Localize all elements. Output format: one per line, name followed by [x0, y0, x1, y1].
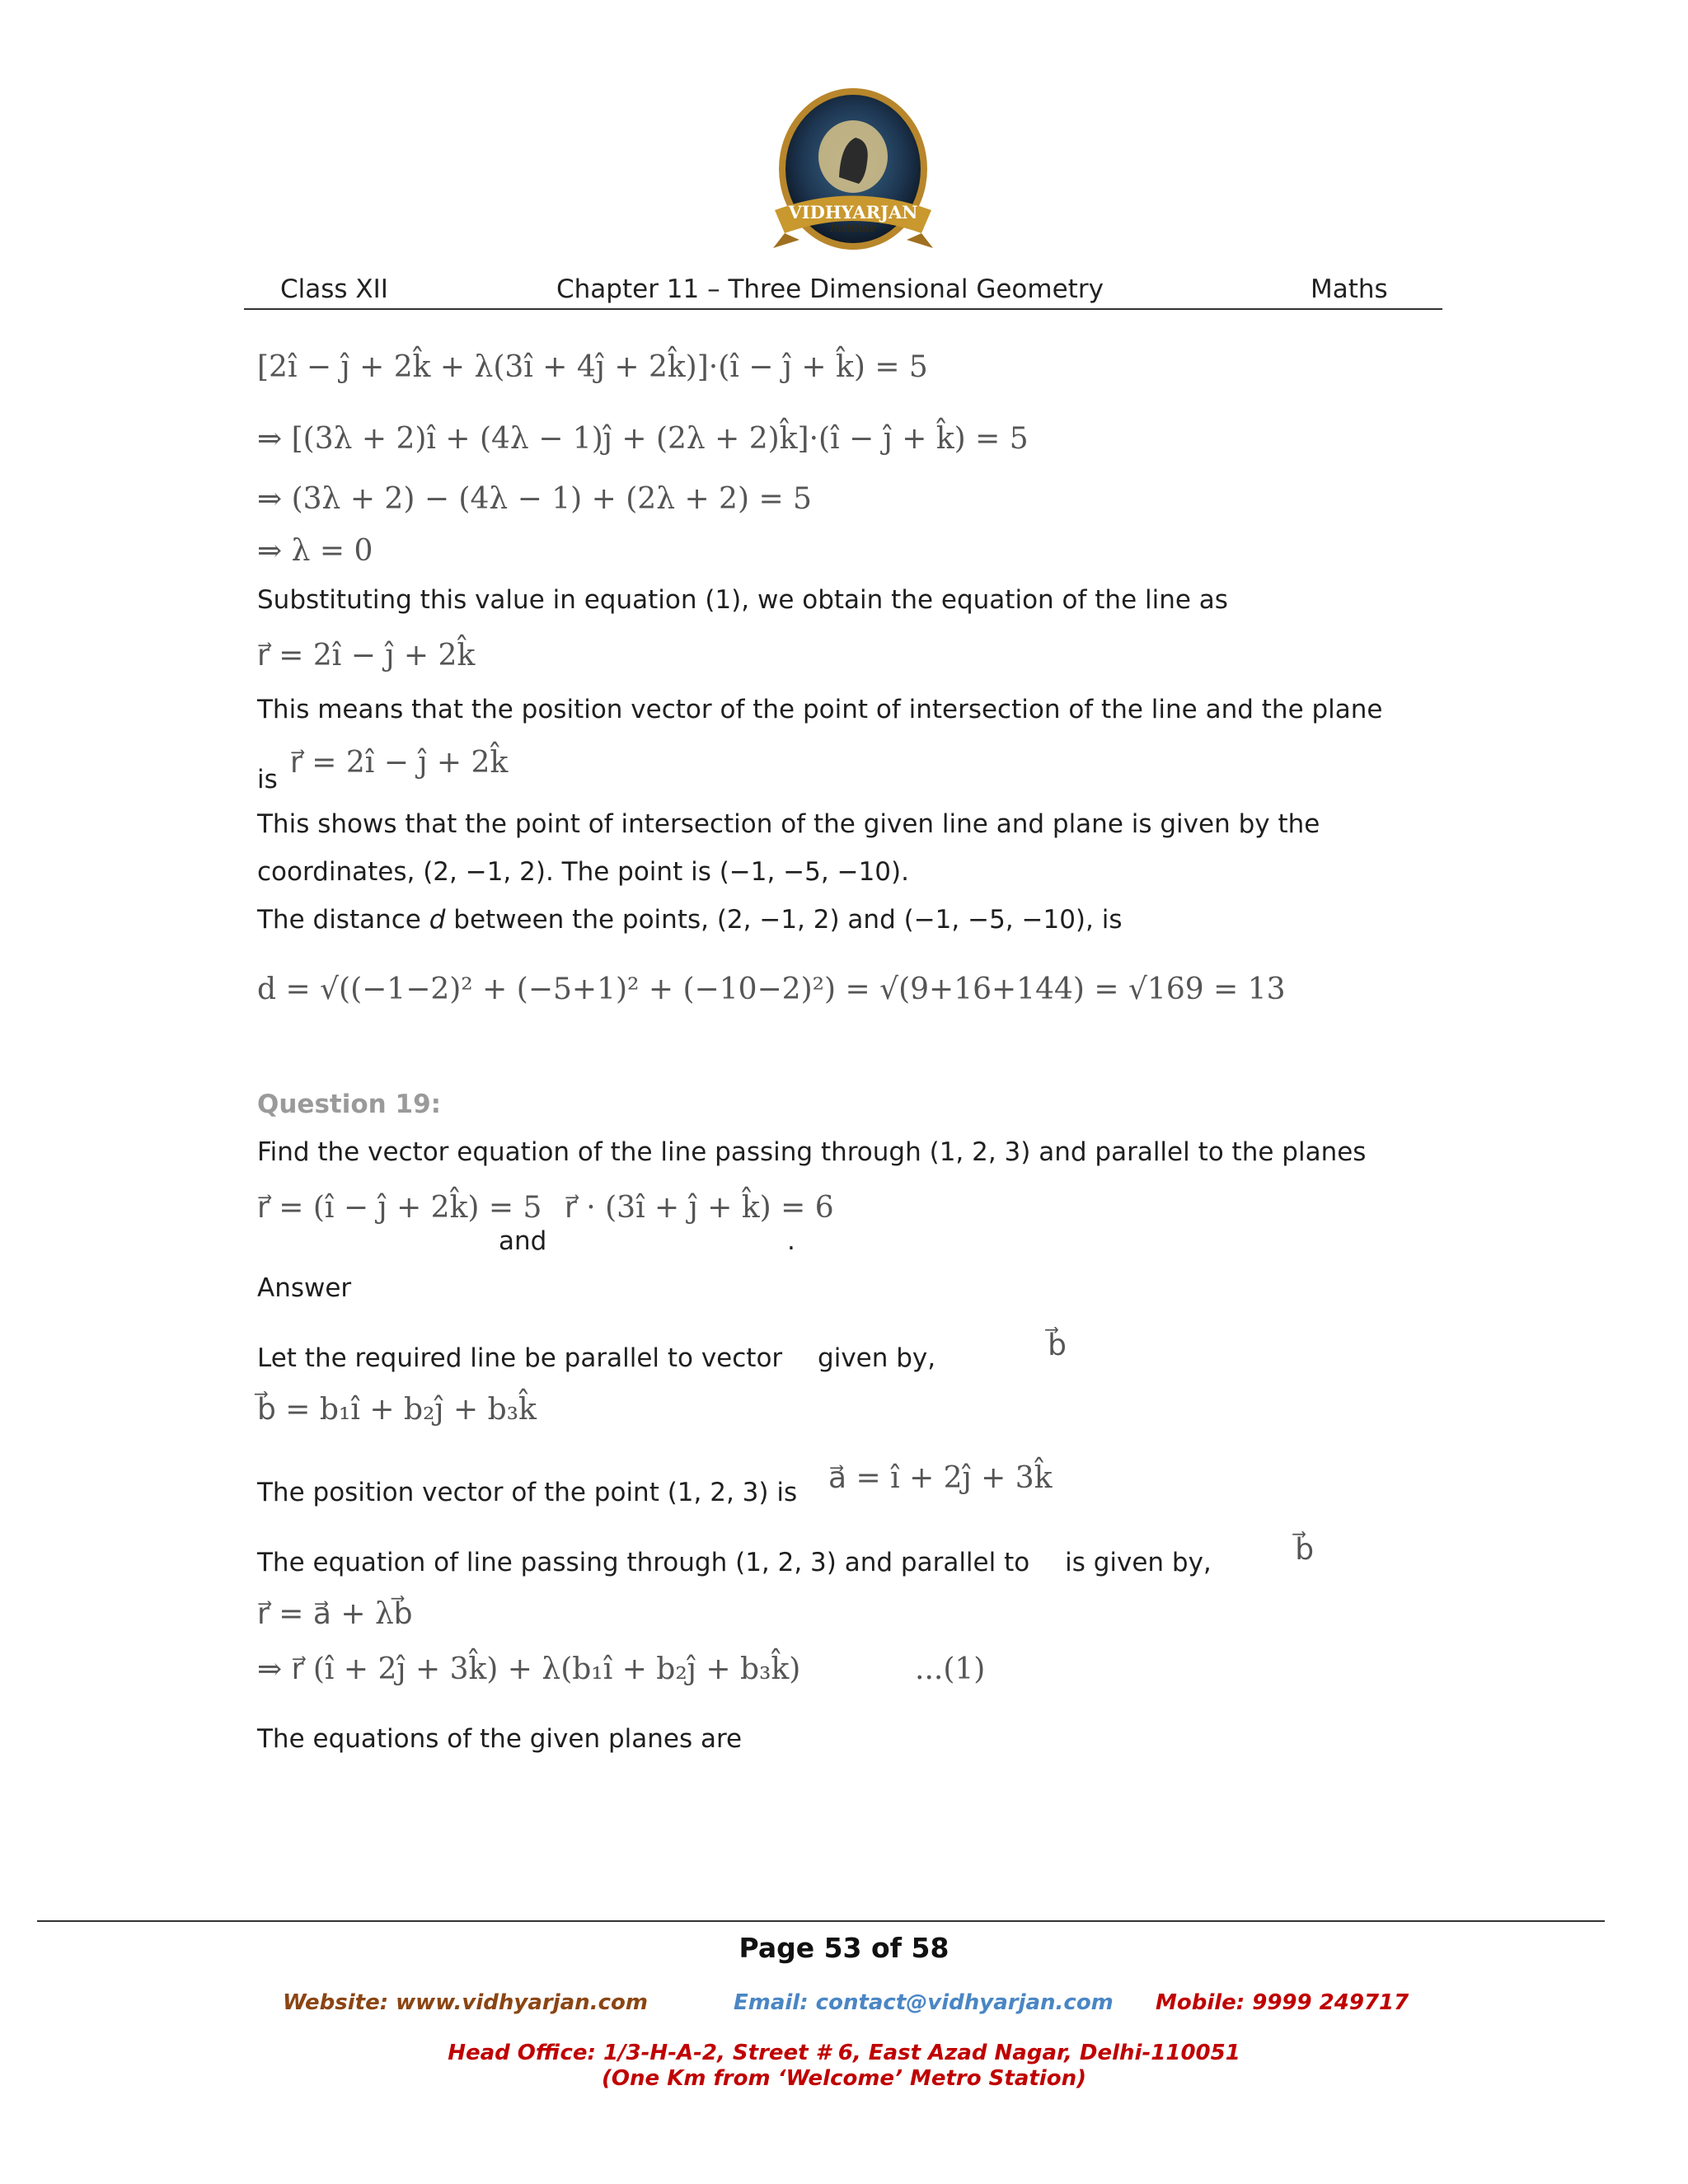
- answer-equation-3: ⇒ r⃗ (î + 2ĵ + 3k̂) + λ(b₁î + b₂ĵ + b₃k̂): [257, 1652, 801, 1686]
- paragraph-coordinates: coordinates, (2, −1, 2). The point is (−1, −5, −10).: [257, 857, 909, 887]
- answer-line-equation: [257, 1533, 1315, 1579]
- distance-variable: d: [429, 905, 446, 935]
- answer-label: Answer: [257, 1273, 352, 1303]
- vector-b-symbol-2: b⃗: [1295, 1533, 1315, 1567]
- footer-divider: [37, 1920, 1605, 1922]
- distance-text-b: between the points, (2, −1, 2) and (−1, −5, −10), is: [445, 905, 1123, 935]
- vector-b-symbol: b⃗: [1048, 1329, 1067, 1362]
- svg-text:Institute: Institute: [829, 223, 877, 235]
- question-text: Find the vector equation of the line passing through (1, 2, 3) and parallel to the planes: [257, 1137, 1367, 1167]
- header-divider: [244, 308, 1442, 310]
- answer-equation-a: a⃗ = î + 2ĵ + 3k̂: [828, 1461, 1053, 1495]
- equation-2: ⇒ [(3λ + 2)î + (4λ − 1)ĵ + (2λ + 2)k̂]·(î − ĵ + k̂) = 5: [257, 422, 1029, 456]
- answer-equation-1: b⃗ = b₁î + b₂ĵ + b₃k̂: [257, 1393, 537, 1427]
- svg-text:VIDHYARJAN: VIDHYARJAN: [788, 202, 918, 223]
- question-equation-2: r⃗ · (3î + ĵ + k̂) = 6: [565, 1191, 834, 1225]
- paragraph-is: is: [257, 765, 278, 794]
- question-equation-1: r⃗ = (î − ĵ + 2k̂) = 5: [257, 1191, 542, 1225]
- answer-line-equation-text-a: The equation of line passing through (1, 2, 3) and parallel to: [257, 1548, 1030, 1577]
- equation-1: [2î − ĵ + 2k̂ + λ(3î + 4ĵ + 2k̂)]·(î − ĵ + k̂) = 5: [257, 350, 928, 384]
- answer-position-vector: The position vector of the point (1, 2, 3) is: [257, 1478, 798, 1507]
- equation-5: r⃗ = 2î − ĵ + 2k̂: [257, 639, 476, 673]
- question-and: and: [499, 1226, 547, 1256]
- answer-line-1-text-b: given by,: [818, 1343, 936, 1373]
- paragraph-distance: [257, 905, 1123, 935]
- chapter-label: Chapter 11 – Three Dimensional Geometry: [556, 274, 1104, 304]
- question-title: Question 19:: [257, 1090, 442, 1119]
- class-label: Class XII: [280, 274, 388, 304]
- paragraph-intersection: This shows that the point of intersection of the given line and plane is given by the: [257, 809, 1320, 839]
- equation-6: r⃗ = 2î − ĵ + 2k̂: [290, 746, 509, 780]
- answer-equation-2: r⃗ = a⃗ + λb⃗: [257, 1597, 413, 1631]
- equation-number: ...(1): [915, 1652, 986, 1686]
- paragraph-substituting: Substituting this value in equation (1), we obtain the equation of the line as: [257, 585, 1228, 615]
- equation-4: ⇒ λ = 0: [257, 534, 373, 568]
- page-number: Page 53 of 58: [738, 1932, 950, 1964]
- head-office-note: (One Km from ‘Welcome’ Metro Station): [602, 2066, 1086, 2091]
- answer-planes-text: The equations of the given planes are: [257, 1724, 743, 1754]
- mobile-number: Mobile: 9999 249717: [1156, 1990, 1409, 2015]
- question-period: .: [787, 1226, 795, 1256]
- email-link[interactable]: Email: contact@vidhyarjan.com: [734, 1990, 1114, 2015]
- distance-text-a: The distance: [257, 905, 429, 935]
- equation-7: d = √((−1−2)² + (−5+1)² + (−10−2)²) = √(9+16+144) = √169 = 13: [257, 972, 1286, 1006]
- website-link[interactable]: Website: www.vidhyarjan.com: [283, 1990, 648, 2015]
- subject-label: Maths: [1311, 274, 1388, 304]
- answer-line-equation-text-b: is given by,: [1065, 1548, 1212, 1577]
- answer-line-1-text-a: Let the required line be parallel to vector: [257, 1343, 783, 1373]
- institute-logo: [767, 87, 940, 268]
- equation-3: ⇒ (3λ + 2) − (4λ − 1) + (2λ + 2) = 5: [257, 482, 812, 516]
- answer-line-1: [257, 1329, 1067, 1375]
- head-office-address: Head Office: 1/3-H-A-2, Street # 6, East Azad Nagar, Delhi-110051: [448, 2041, 1240, 2065]
- paragraph-position-vector: This means that the position vector of the point of intersection of the line and the plane: [257, 695, 1383, 724]
